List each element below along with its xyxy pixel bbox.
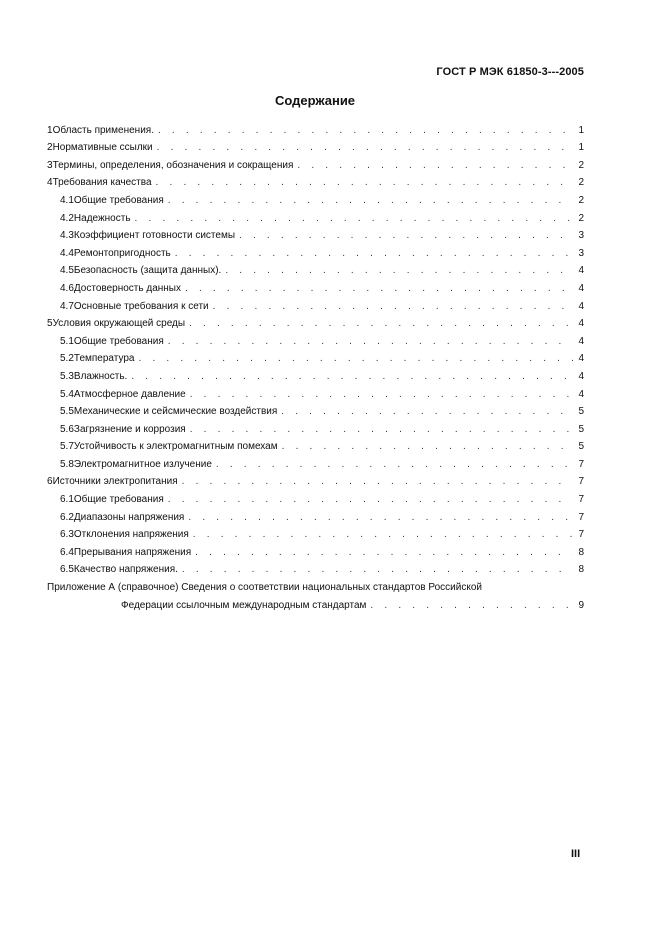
- toc-entry-number: 3: [47, 159, 53, 171]
- toc-entry-number: 6.4: [60, 546, 74, 558]
- toc-entry-page: 2: [578, 159, 584, 171]
- toc-entry-label: Диапазоны напряжения: [73, 511, 185, 523]
- toc-entry[interactable]: [47, 225, 584, 243]
- toc-entry-page: 5: [578, 423, 584, 435]
- toc-entry[interactable]: [47, 471, 584, 489]
- toc-entry-page: 3: [578, 230, 584, 242]
- toc-entry-number: 5.8: [60, 458, 74, 470]
- toc-entry-page: 7: [578, 529, 584, 541]
- toc-entry-page: 1: [578, 142, 584, 154]
- toc-leader-dots: [190, 388, 573, 401]
- toc-entry-label: Электромагнитное излучение: [73, 458, 212, 470]
- toc-entry[interactable]: [47, 189, 584, 207]
- toc-leader-dots: [131, 370, 573, 383]
- toc-entry-number: 5.5: [60, 406, 74, 418]
- annex-page: 9: [578, 599, 584, 611]
- toc-entry-label: Механические и сейсмические воздействия: [73, 406, 278, 418]
- toc-leader-dots: [225, 264, 573, 277]
- toc-entry-number: 4.6: [60, 282, 74, 294]
- toc-entry-page: 7: [578, 494, 584, 506]
- toc-leader-dots: [193, 528, 573, 541]
- toc-entry[interactable]: [47, 295, 584, 313]
- toc-leader-dots: [239, 229, 573, 242]
- document-code: ГОСТ Р МЭК 61850-3---2005: [436, 66, 584, 78]
- toc-entry-page: 4: [578, 282, 584, 294]
- toc-entry-page: 4: [578, 300, 584, 312]
- toc-entry-label: Надежность: [73, 212, 131, 224]
- toc-entry-label: Область применения.: [52, 124, 154, 136]
- toc-entry-label: Общие требования: [73, 194, 164, 206]
- toc-entry[interactable]: [47, 383, 584, 401]
- toc-entry-label: Качество напряжения.: [73, 564, 178, 576]
- toc-entry-label: Устойчивость к электромагнитным помехам: [73, 441, 278, 453]
- toc-leader-dots: [168, 194, 573, 207]
- toc-entry-label: Требования качества: [52, 177, 152, 189]
- toc-entry[interactable]: [47, 277, 584, 295]
- toc-entry[interactable]: [47, 506, 584, 524]
- toc-entry-page: 5: [578, 406, 584, 418]
- toc-leader-dots: [190, 423, 573, 436]
- toc-entry[interactable]: [47, 453, 584, 471]
- toc-leader-dots: [189, 317, 573, 330]
- toc-leader-dots: [156, 176, 573, 189]
- toc-entry-label: Нормативные ссылки: [52, 142, 153, 154]
- toc-leader-dots: [370, 599, 573, 612]
- toc-entry-number: 4.2: [60, 212, 74, 224]
- toc-entry-label: Общие требования: [73, 335, 164, 347]
- toc-entry-number: 6: [47, 476, 53, 488]
- toc-entry-page: 4: [578, 265, 584, 277]
- toc-entry-number: 6.5: [60, 564, 74, 576]
- toc-entry-number: 6.1: [60, 494, 74, 506]
- toc-entry-number: 5.7: [60, 441, 74, 453]
- toc-entry[interactable]: [47, 348, 584, 366]
- toc-entry-label: Отклонения напряжения: [73, 529, 189, 541]
- toc-entry-page: 7: [578, 458, 584, 470]
- toc-entry-page: 4: [578, 335, 584, 347]
- toc-leader-dots: [168, 493, 573, 506]
- toc-entry-number: 5.1: [60, 335, 74, 347]
- annex-label-line1: Приложение А (справочное) Сведения о соответствии национальных стандартов Российской: [47, 582, 482, 594]
- toc-entry[interactable]: [47, 436, 584, 454]
- toc-entry[interactable]: [47, 559, 584, 577]
- annex-title-line2[interactable]: [47, 594, 584, 612]
- toc-leader-dots: [297, 159, 573, 172]
- toc-entry-page: 1: [578, 124, 584, 136]
- page-number: III: [571, 848, 581, 860]
- toc-entry-page: 2: [578, 212, 584, 224]
- toc-entry-page: 4: [578, 353, 584, 365]
- toc-entry-label: Термины, определения, обозначения и сокращения: [52, 159, 294, 171]
- toc-entry-number: 5.3: [60, 370, 74, 382]
- toc-entry-page: 2: [578, 194, 584, 206]
- toc-entry-label: Прерывания напряжения: [73, 546, 192, 558]
- toc-entry-label: Безопасность (защита данных).: [73, 265, 222, 277]
- toc-entry[interactable]: [47, 154, 584, 172]
- toc-entry-number: 1: [47, 124, 53, 136]
- toc-entry-page: 8: [578, 546, 584, 558]
- toc-entry-page: 4: [578, 370, 584, 382]
- toc-entry[interactable]: [47, 365, 584, 383]
- toc-entry-label: Источники электропитания: [52, 476, 178, 488]
- toc-entry-page: 7: [578, 511, 584, 523]
- toc-entry-number: 4.1: [60, 194, 74, 206]
- toc-entry-label: Температура: [73, 353, 135, 365]
- toc-entry-number: 4: [47, 177, 53, 189]
- toc-entry-number: 5.4: [60, 388, 74, 400]
- toc-entry-number: 5.6: [60, 423, 74, 435]
- toc-leader-dots: [182, 475, 573, 488]
- toc-entry[interactable]: [47, 207, 584, 225]
- toc-entry-label: Влажность.: [73, 370, 128, 382]
- toc-entry[interactable]: [47, 541, 584, 559]
- annex-label-line2: Федерации ссылочным международным стандартам: [121, 599, 367, 611]
- toc-entry-number: 2: [47, 142, 53, 154]
- toc-entry[interactable]: [47, 418, 584, 436]
- toc-leader-dots: [135, 212, 573, 225]
- toc-leader-dots: [157, 141, 573, 154]
- toc-entry-page: 3: [578, 247, 584, 259]
- toc-leader-dots: [182, 563, 573, 576]
- toc-entry-page: 8: [578, 564, 584, 576]
- toc-title: Содержание: [274, 93, 356, 108]
- toc-entry-number: 5: [47, 318, 53, 330]
- toc-leader-dots: [213, 300, 573, 313]
- toc-entry-number: 4.4: [60, 247, 74, 259]
- toc-entry-label: Общие требования: [73, 494, 164, 506]
- toc-entry-page: 4: [578, 388, 584, 400]
- toc-entry[interactable]: [47, 401, 584, 419]
- toc-entry[interactable]: [47, 242, 584, 260]
- toc-entry-label: Атмосферное давление: [73, 388, 186, 400]
- toc-entry-number: 4.5: [60, 265, 74, 277]
- toc-leader-dots: [282, 440, 573, 453]
- toc-entry[interactable]: [47, 137, 584, 155]
- toc-leader-dots: [281, 405, 573, 418]
- toc-leader-dots: [175, 247, 573, 260]
- toc-entry-label: Коэффициент готовности системы: [73, 230, 236, 242]
- toc-leader-dots: [216, 458, 573, 471]
- toc-entry-number: 5.2: [60, 353, 74, 365]
- toc-entry-label: Условия окружающей среды: [52, 318, 186, 330]
- toc-entry-label: Загрязнение и коррозия: [73, 423, 186, 435]
- toc-leader-dots: [185, 282, 573, 295]
- toc-entry-page: 5: [578, 441, 584, 453]
- toc-leader-dots: [158, 124, 573, 137]
- toc-entry-page: 2: [578, 177, 584, 189]
- table-of-contents: [47, 119, 584, 612]
- toc-entry-number: 4.7: [60, 300, 74, 312]
- toc-entry-number: 4.3: [60, 230, 74, 242]
- toc-entry-page: 7: [578, 476, 584, 488]
- toc-entry-label: Ремонтопригодность: [73, 247, 171, 259]
- toc-entry[interactable]: [47, 524, 584, 542]
- toc-entry[interactable]: [47, 260, 584, 278]
- toc-entry-page: 4: [578, 318, 584, 330]
- toc-entry[interactable]: [47, 488, 584, 506]
- toc-entry[interactable]: [47, 172, 584, 190]
- toc-entry[interactable]: [47, 313, 584, 331]
- toc-entry[interactable]: [47, 330, 584, 348]
- toc-entry-number: 6.3: [60, 529, 74, 541]
- toc-leader-dots: [138, 352, 573, 365]
- toc-leader-dots: [168, 335, 573, 348]
- toc-entry[interactable]: [47, 119, 584, 137]
- toc-entry-label: Основные требования к сети: [73, 300, 209, 312]
- toc-entry-label: Достоверность данных: [73, 282, 181, 294]
- annex-title-line1[interactable]: [47, 576, 584, 594]
- toc-leader-dots: [188, 511, 573, 524]
- toc-leader-dots: [195, 546, 573, 559]
- toc-entry-number: 6.2: [60, 511, 74, 523]
